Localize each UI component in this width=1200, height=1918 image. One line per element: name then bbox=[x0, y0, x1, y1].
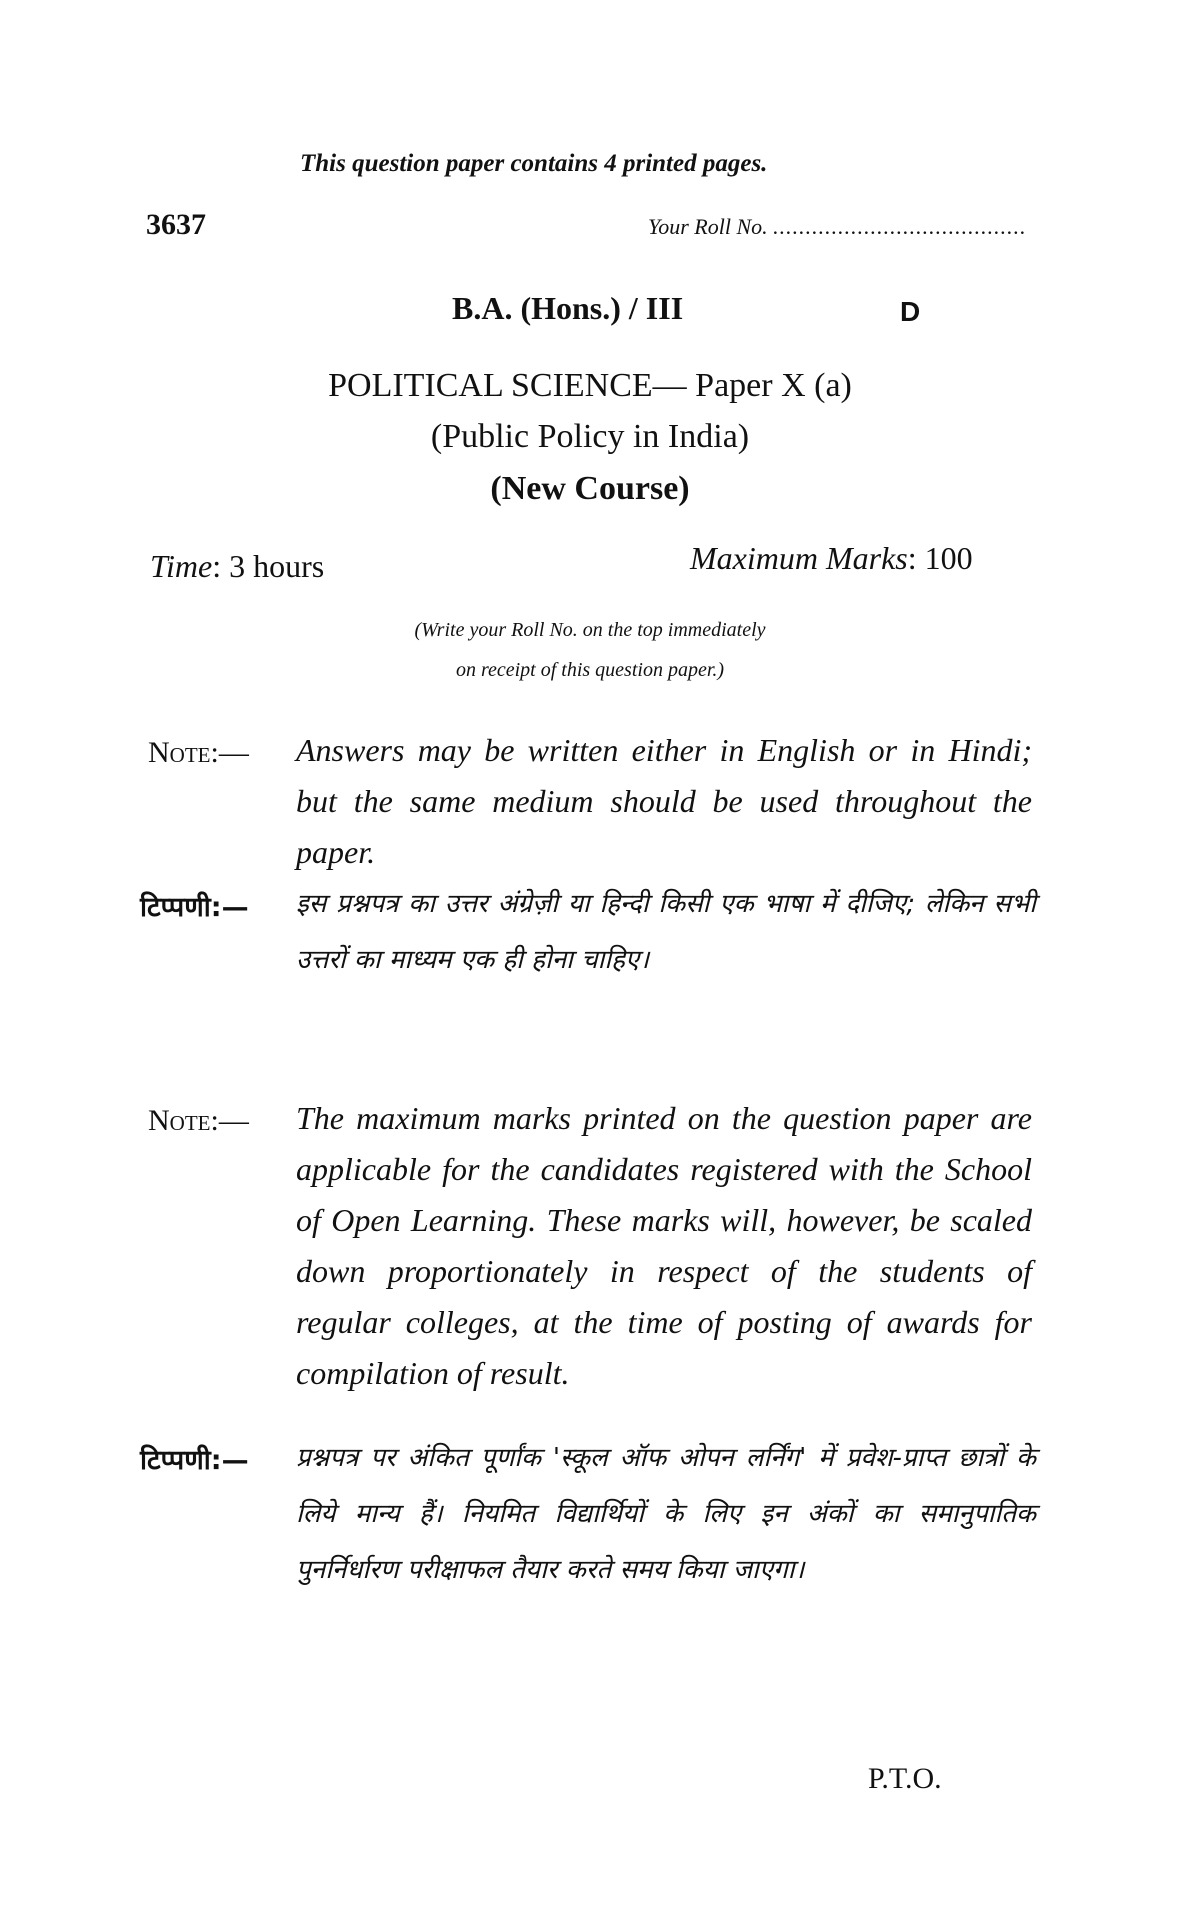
please-turn-over: P.T.O. bbox=[868, 1762, 942, 1795]
course-type: (New Course) bbox=[490, 470, 690, 507]
note-text-hindi-2: प्रश्नपत्र पर अंकित पूर्णांक 'स्कूल ऑफ ओपन लर्निंग' में प्रवेश-प्राप्त छात्रों के लिये मान्य हैं। नियमित विद्यार्थियों के लिए इन अंकों का समानुपातिक पुनर्निर्धारण परीक्षाफल तैयार करते समय किया जाएगा। bbox=[296, 1443, 1036, 1585]
exam-time bbox=[150, 548, 324, 585]
paper-code: 3637 bbox=[146, 208, 206, 241]
note-text-english-1: Answers may be written either in English or in Hindi; but the same medium should be used throughout the paper. bbox=[296, 732, 1032, 870]
paper-name: (Public Policy in India) bbox=[430, 418, 750, 455]
roll-instruction-line-1: (Write your Roll No. on the top immediately bbox=[414, 619, 766, 641]
roll-instruction-line-2: on receipt of this question paper.) bbox=[455, 659, 725, 681]
max-marks-label: Maximum Marks bbox=[690, 540, 908, 576]
note-text-hindi-1: इस प्रश्नपत्र का उत्तर अंग्रेज़ी या हिन्दी किसी एक भाषा में दीजिए; लेकिन सभी उत्तरों का माध्यम एक ही होना चाहिए। bbox=[296, 889, 1036, 975]
subject-title: POLITICAL SCIENCE— Paper X (a) bbox=[328, 367, 852, 404]
note-label-english-1: Note:— bbox=[148, 736, 249, 769]
degree-title: B.A. (Hons.) / III bbox=[452, 290, 684, 326]
roll-number-label: Your Roll No. bbox=[648, 214, 768, 239]
roll-number-field bbox=[648, 214, 1027, 240]
note-label-english-2: Note:— bbox=[148, 1104, 249, 1137]
roll-number-blank: ....................................... bbox=[773, 214, 1027, 239]
set-code: D bbox=[900, 296, 921, 327]
note-text-english-2: The maximum marks printed on the question paper are applicable for the candidates registered with the School of Open Learning. These marks will, however, be scaled down proportionately in respect of the students of regular colleges, at the time of posting of awards for compilation of result. bbox=[296, 1100, 1032, 1391]
time-value: : 3 hours bbox=[212, 548, 325, 584]
maximum-marks bbox=[690, 540, 973, 577]
max-marks-value: : 100 bbox=[907, 540, 973, 576]
printed-pages-note: This question paper contains 4 printed pages. bbox=[300, 150, 768, 177]
note-label-hindi-1: टिप्पणी:— bbox=[140, 892, 249, 923]
note-label-hindi-2: टिप्पणी:— bbox=[140, 1445, 249, 1476]
time-label: Time bbox=[150, 548, 213, 584]
